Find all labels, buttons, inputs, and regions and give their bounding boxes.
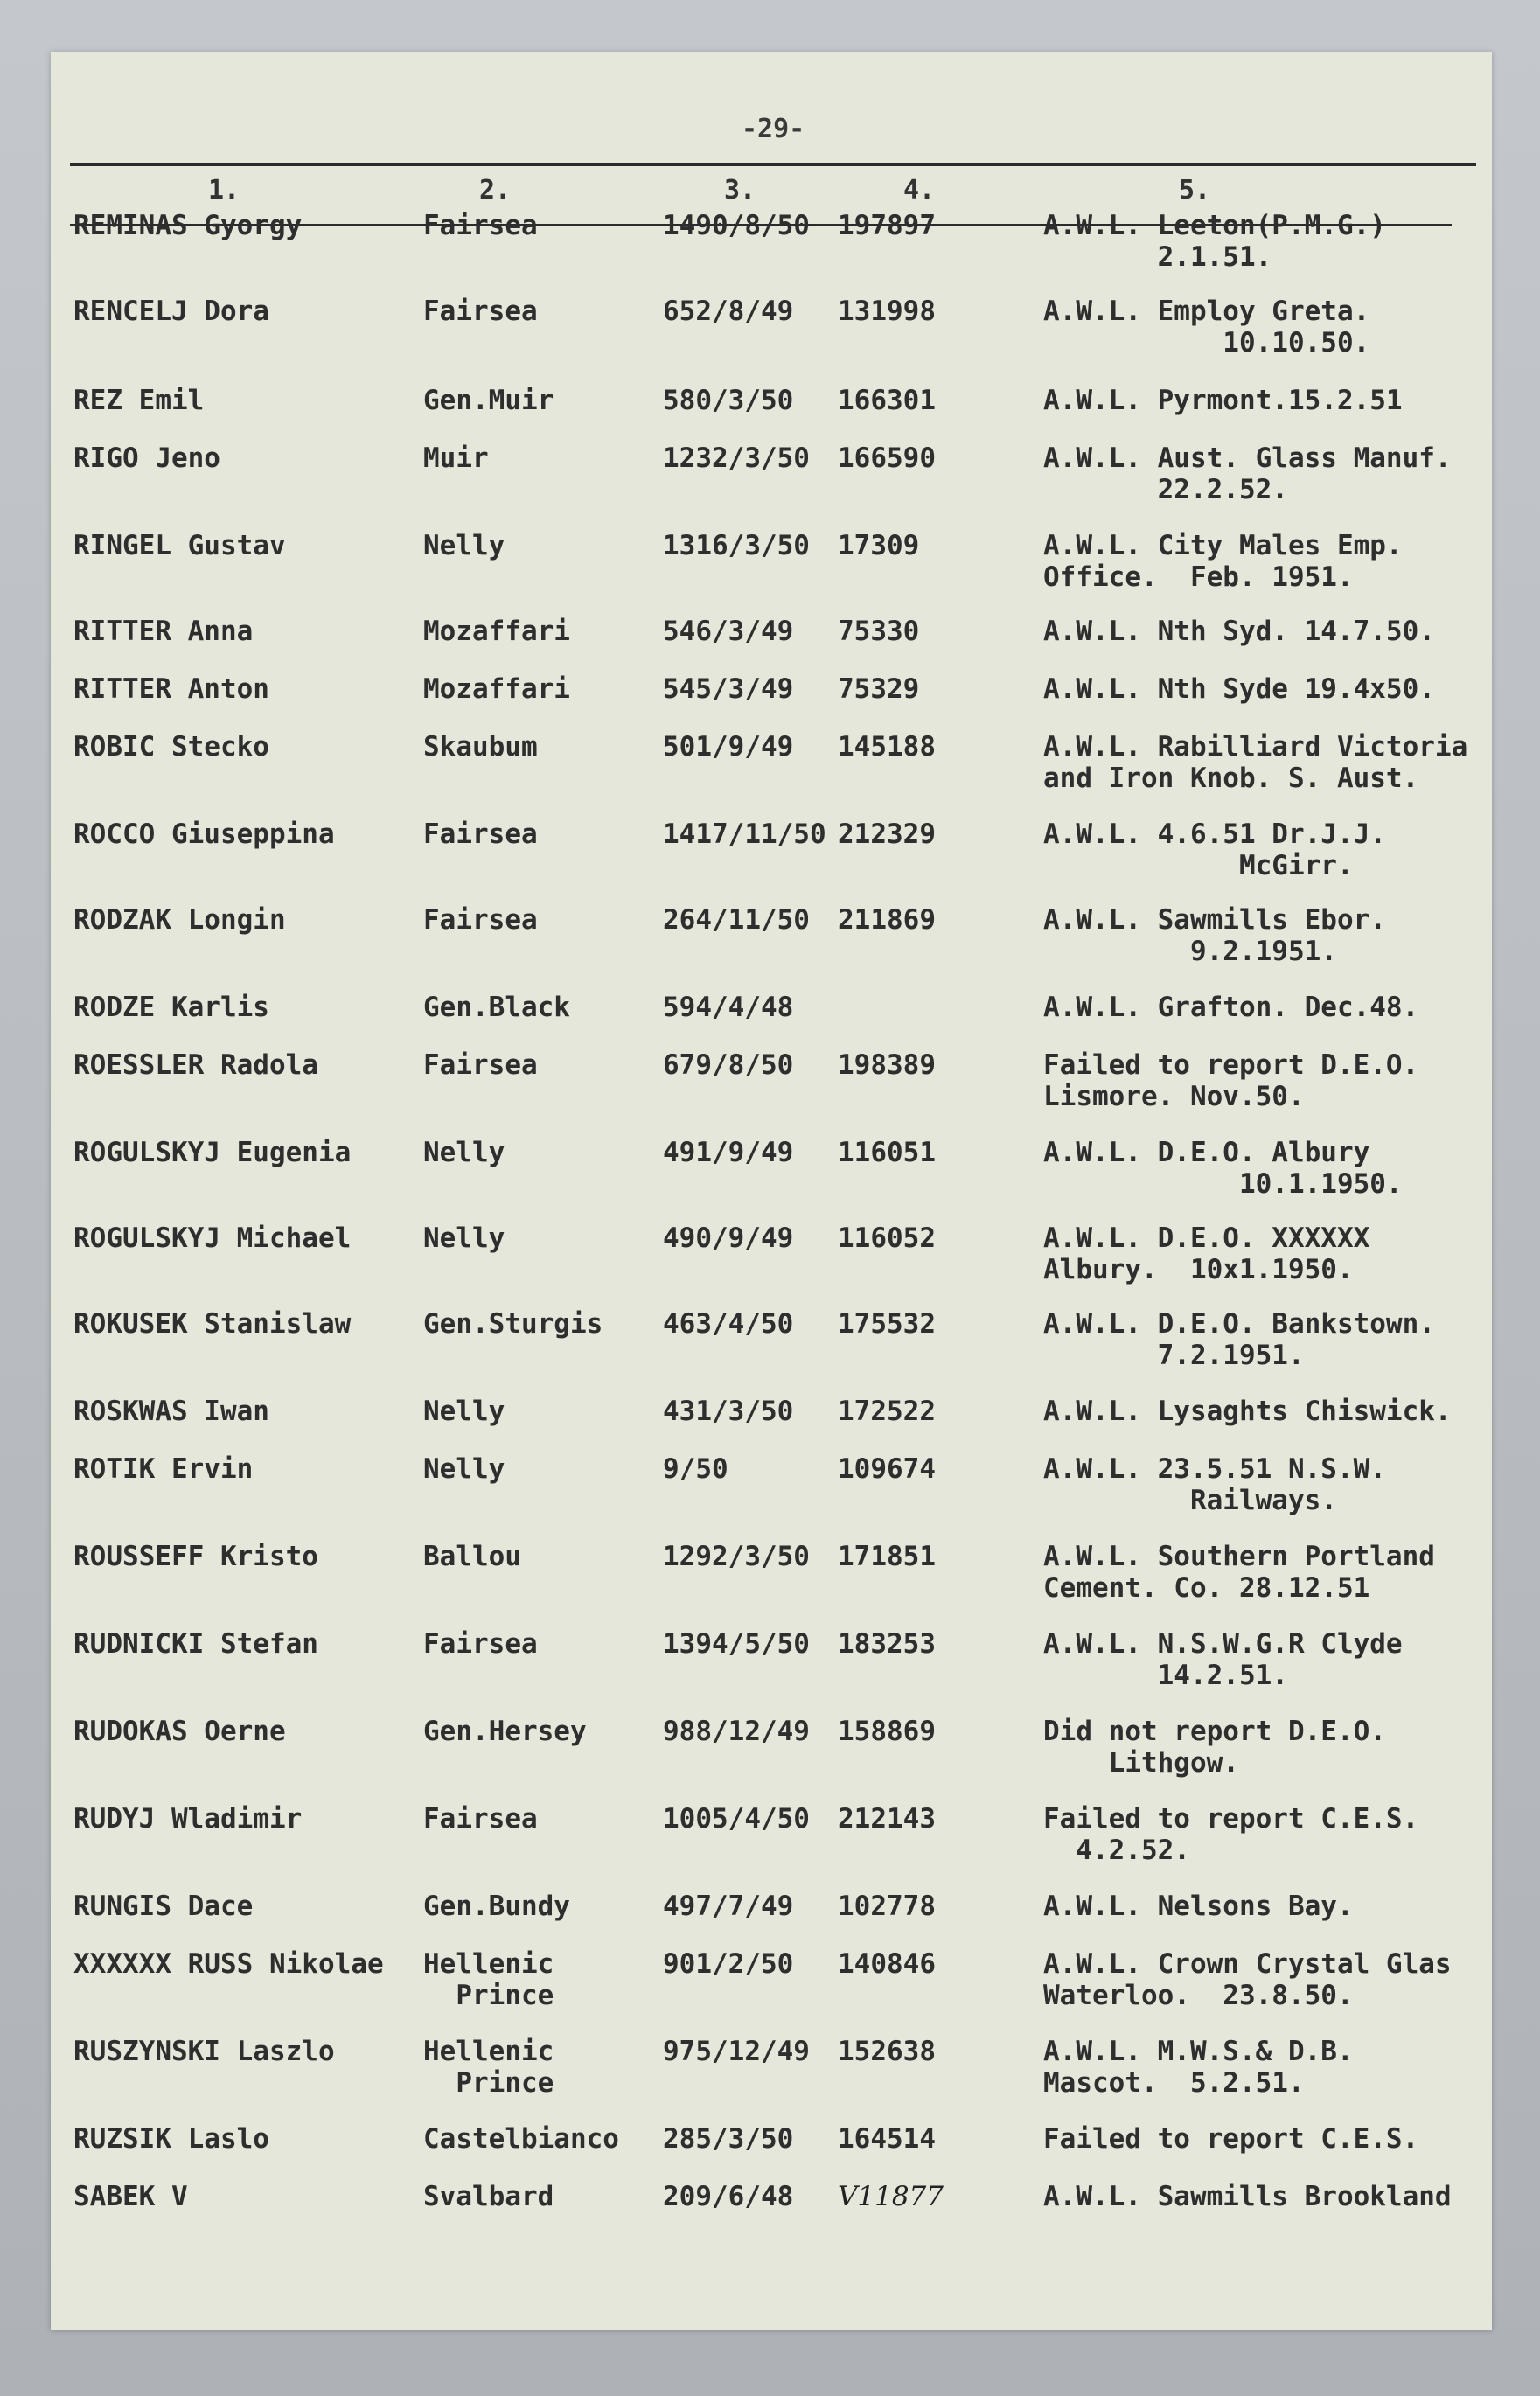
entry-number: 212143 (838, 1803, 936, 1835)
entry-number: 109674 (838, 1453, 936, 1485)
entry-remarks: A.W.L. Lysaghts Chiswick. (1043, 1396, 1452, 1427)
entry-number: 171851 (838, 1541, 936, 1572)
entry-name: RIGO Jeno (73, 442, 220, 474)
entry-name: ROESSLER Radola (73, 1049, 318, 1081)
entry-reference: 1232/3/50 (663, 442, 810, 474)
entry-ship: Ballou (423, 1541, 521, 1572)
table-row (51, 442, 1492, 512)
entry-reference: 594/4/48 (663, 992, 794, 1023)
entry-number: 164514 (838, 2123, 936, 2155)
entry-remarks: A.W.L. 23.5.51 N.S.W. Railways. (1043, 1453, 1386, 1516)
table-row (51, 1308, 1492, 1378)
entry-remarks: A.W.L. Employ Greta. 10.10.50. (1043, 296, 1370, 359)
entry-name: RUDNICKI Stefan (73, 1628, 318, 1660)
entry-ship: Nelly (423, 1222, 505, 1254)
entry-reference: 679/8/50 (663, 1049, 794, 1081)
table-row (51, 1948, 1492, 2018)
entry-ship: Hellenic Prince (423, 2036, 554, 2099)
entry-number: 211869 (838, 904, 936, 936)
entry-name: RENCELJ Dora (73, 296, 269, 327)
entry-name: ROGULSKYJ Michael (73, 1222, 352, 1254)
entry-name: RODZE Karlis (73, 992, 269, 1023)
entry-ship: Skaubum (423, 731, 538, 763)
entry-reference: 209/6/48 (663, 2181, 794, 2212)
entry-ship: Gen.Sturgis (423, 1308, 603, 1340)
entry-reference: 285/3/50 (663, 2123, 794, 2155)
entry-ship: Nelly (423, 1137, 505, 1168)
entry-reference: 1417/11/50 (663, 818, 826, 850)
entry-name: REZ Emil (73, 385, 205, 416)
entry-reference: 1490/8/50 (663, 210, 810, 241)
entry-ship: Gen.Bundy (423, 1891, 570, 1922)
entry-ship: Fairsea (423, 1049, 538, 1081)
entry-ship: Fairsea (423, 1803, 538, 1835)
entry-reference: 988/12/49 (663, 1716, 810, 1747)
entry-remarks: A.W.L. Crown Crystal Glas Waterloo. 23.8.50. (1043, 1948, 1452, 2011)
entry-reference: 546/3/49 (663, 616, 794, 647)
entry-ship: Fairsea (423, 210, 538, 241)
entry-number: 102778 (838, 1891, 936, 1922)
entry-name: RODZAK Longin (73, 904, 286, 936)
entry-number: 158869 (838, 1716, 936, 1747)
entry-remarks: Failed to report C.E.S. (1043, 2123, 1419, 2155)
entry-reference: 652/8/49 (663, 296, 794, 327)
entry-ship: Svalbard (423, 2181, 554, 2212)
entry-ship: Fairsea (423, 296, 538, 327)
entry-reference: 1292/3/50 (663, 1541, 810, 1572)
entry-reference: 1005/4/50 (663, 1803, 810, 1835)
entry-number: 145188 (838, 731, 936, 763)
column-header-3: 3. (724, 175, 756, 205)
table-row (51, 1222, 1492, 1292)
entry-number: 116052 (838, 1222, 936, 1254)
entry-reference: 501/9/49 (663, 731, 794, 763)
table-row (51, 1541, 1492, 1611)
column-header-1: 1. (208, 175, 240, 205)
entry-reference: 264/11/50 (663, 904, 810, 936)
entry-ship: Castelbianco (423, 2123, 619, 2155)
entry-ship: Hellenic Prince (423, 1948, 554, 2011)
entry-reference: 1316/3/50 (663, 530, 810, 561)
entry-ship: Gen.Hersey (423, 1716, 587, 1747)
entry-number: 166301 (838, 385, 936, 416)
entry-number: 172522 (838, 1396, 936, 1427)
entry-number: 75329 (838, 673, 920, 705)
entry-remarks: Failed to report D.E.O. Lismore. Nov.50. (1043, 1049, 1419, 1112)
entry-remarks: Did not report D.E.O. Lithgow. (1043, 1716, 1386, 1779)
entry-number: 166590 (838, 442, 936, 474)
entry-remarks: A.W.L. M.W.S.& D.B. Mascot. 5.2.51. (1043, 2036, 1354, 2099)
entry-name: ROUSSEFF Kristo (73, 1541, 318, 1572)
entry-name: RUZSIK Laslo (73, 2123, 269, 2155)
table-row (51, 1803, 1492, 1873)
entry-remarks: A.W.L. Nelsons Bay. (1043, 1891, 1354, 1922)
entry-name: RUDYJ Wladimir (73, 1803, 303, 1835)
entry-reference: 901/2/50 (663, 1948, 794, 1980)
entry-remarks: A.W.L. Sawmills Brookland (1043, 2181, 1452, 2212)
entry-name: XXXXXX RUSS Nikolae (73, 1948, 384, 1980)
entry-reference: 463/4/50 (663, 1308, 794, 1340)
entry-ship: Gen.Black (423, 992, 570, 1023)
entry-name: SABEK V (73, 2181, 188, 2212)
entry-ship: Nelly (423, 1453, 505, 1485)
entry-reference: 1394/5/50 (663, 1628, 810, 1660)
entry-number: 116051 (838, 1137, 936, 1168)
entry-name: RINGEL Gustav (73, 530, 286, 561)
column-header-2: 2. (479, 175, 512, 205)
table-row (51, 1453, 1492, 1523)
entry-remarks: A.W.L. Aust. Glass Manuf. 22.2.52. (1043, 442, 1452, 505)
entry-name: ROKUSEK Stanislaw (73, 1308, 352, 1340)
table-row (51, 1049, 1492, 1119)
entry-number: 175532 (838, 1308, 936, 1340)
entry-number: 152638 (838, 2036, 936, 2067)
entry-remarks: A.W.L. Sawmills Ebor. 9.2.1951. (1043, 904, 1386, 967)
entry-reference: 975/12/49 (663, 2036, 810, 2067)
table-row (51, 530, 1492, 600)
entry-name: RITTER Anton (73, 673, 269, 705)
entry-reference: 580/3/50 (663, 385, 794, 416)
top-rule (70, 163, 1476, 166)
entry-number: 197897 (838, 210, 936, 241)
entry-remarks: A.W.L. Nth Syd. 14.7.50. (1043, 616, 1435, 647)
entry-name: ROBIC Stecko (73, 731, 269, 763)
entry-ship: Fairsea (423, 1628, 538, 1660)
entry-number: 17309 (838, 530, 920, 561)
document-page (51, 52, 1492, 2330)
table-row (51, 731, 1492, 801)
column-header-4: 4. (903, 175, 936, 205)
table-row (51, 818, 1492, 888)
entry-name: ROCCO Giuseppina (73, 818, 335, 850)
column-header-5: 5. (1179, 175, 1211, 205)
entry-number: 131998 (838, 296, 936, 327)
table-row (51, 2036, 1492, 2106)
entry-ship: Nelly (423, 1396, 505, 1427)
entry-name: RUNGIS Dace (73, 1891, 254, 1922)
entry-reference: 431/3/50 (663, 1396, 794, 1427)
entry-ship: Muir (423, 442, 489, 474)
entry-reference: 490/9/49 (663, 1222, 794, 1254)
entry-remarks: A.W.L. 4.6.51 Dr.J.J. McGirr. (1043, 818, 1386, 881)
entry-name: REMINAS Gyorgy (73, 210, 303, 241)
entry-remarks: A.W.L. N.S.W.G.R Clyde 14.2.51. (1043, 1628, 1403, 1691)
entry-name: ROSKWAS Iwan (73, 1396, 269, 1427)
entry-remarks: A.W.L. D.E.O. XXXXXX Albury. 10x1.1950. (1043, 1222, 1370, 1285)
entry-number: 198389 (838, 1049, 936, 1081)
entry-remarks: A.W.L. D.E.O. Albury 10.1.1950. (1043, 1137, 1403, 1200)
entry-number: V11877 (838, 2181, 944, 2212)
entry-remarks: A.W.L. D.E.O. Bankstown. 7.2.1951. (1043, 1308, 1435, 1371)
entry-name: RUSZYNSKI Laszlo (73, 2036, 335, 2067)
table-row (51, 904, 1492, 974)
entry-remarks: A.W.L. Rabilliard Victoria and Iron Knob. S. Aust. (1043, 731, 1468, 794)
entry-reference: 491/9/49 (663, 1137, 794, 1168)
table-row (51, 296, 1492, 366)
table-row (51, 1628, 1492, 1698)
entry-reference: 9/50 (663, 1453, 728, 1485)
entry-ship: Fairsea (423, 904, 538, 936)
table-row (51, 1137, 1492, 1207)
entry-reference: 545/3/49 (663, 673, 794, 705)
entry-ship: Fairsea (423, 818, 538, 850)
entry-remarks: A.W.L. Leeton(P.M.G.) 2.1.51. (1043, 210, 1386, 273)
entry-remarks: A.W.L. Grafton. Dec.48. (1043, 992, 1419, 1023)
entry-remarks: A.W.L. City Males Emp. Office. Feb. 1951. (1043, 530, 1403, 593)
entry-ship: Nelly (423, 530, 505, 561)
table-row (51, 1716, 1492, 1786)
entry-remarks: A.W.L. Pyrmont.15.2.51 (1043, 385, 1403, 416)
page-number: -29- (742, 114, 805, 144)
entry-remarks: A.W.L. Nth Syde 19.4x50. (1043, 673, 1435, 705)
table-row (51, 2181, 1492, 2251)
entry-number: 212329 (838, 818, 936, 850)
entry-name: ROGULSKYJ Eugenia (73, 1137, 352, 1168)
entry-name: ROTIK Ervin (73, 1453, 254, 1485)
entry-remarks: A.W.L. Southern Portland Cement. Co. 28.12.51 (1043, 1541, 1435, 1604)
entry-name: RUDOKAS Oerne (73, 1716, 286, 1747)
entry-ship: Mozaffari (423, 673, 570, 705)
entry-ship: Gen.Muir (423, 385, 554, 416)
entry-remarks: Failed to report C.E.S. 4.2.52. (1043, 1803, 1419, 1866)
entry-number: 140846 (838, 1948, 936, 1980)
entry-reference: 497/7/49 (663, 1891, 794, 1922)
entry-ship: Mozaffari (423, 616, 570, 647)
entry-number: 75330 (838, 616, 920, 647)
table-row (51, 210, 1492, 280)
entry-number: 183253 (838, 1628, 936, 1660)
entry-name: RITTER Anna (73, 616, 254, 647)
